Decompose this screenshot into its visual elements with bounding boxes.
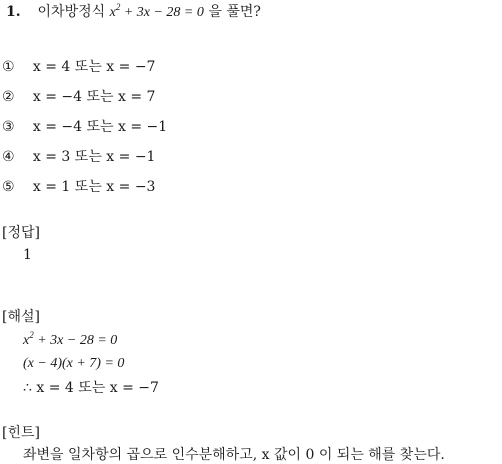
option-1[interactable] [2,58,155,76]
option-marker-4: ④ [2,149,15,165]
question-prefix: 이차방정식 [37,4,106,20]
answer-value: 1 [23,247,32,263]
solution-step-3: ∴ x = 4 또는 x = −7 [23,380,159,396]
question-suffix: 을 풀면? [208,4,261,20]
option-marker-1: ① [2,59,15,75]
option-5[interactable] [2,178,155,196]
option-marker-2: ② [2,89,15,105]
question-equation: $x^2 + 3x - 28 = 0$ [109,2,204,20]
hint-label: [힌트] [2,425,40,441]
question-line [6,3,261,22]
option-text-5: x = 1 또는 x = −3 [32,179,156,195]
option-marker-3: ③ [2,119,15,135]
solution-step-1: $x^2 + 3x - 28 = 0$ [23,330,118,348]
question-number: 1. [6,4,21,20]
solution-step-2: (x − 4)(x + 7) = 0 [23,356,125,371]
answer-label: [정답] [2,225,40,241]
option-text-1: x = 4 또는 x = −7 [32,59,156,75]
option-text-2: x = −4 또는 x = 7 [32,89,156,105]
option-text-3: x = −4 또는 x = −1 [32,119,168,135]
solution-label: [해설] [2,309,40,325]
option-text-4: x = 3 또는 x = −1 [32,149,156,165]
hint-text: 좌변을 일차항의 곱으로 인수분해하고, x 값이 0 이 되는 해를 찾는다. [23,447,445,463]
option-3[interactable] [2,118,167,136]
option-marker-5: ⑤ [2,179,15,195]
option-2[interactable] [2,88,155,106]
option-4[interactable] [2,148,155,166]
